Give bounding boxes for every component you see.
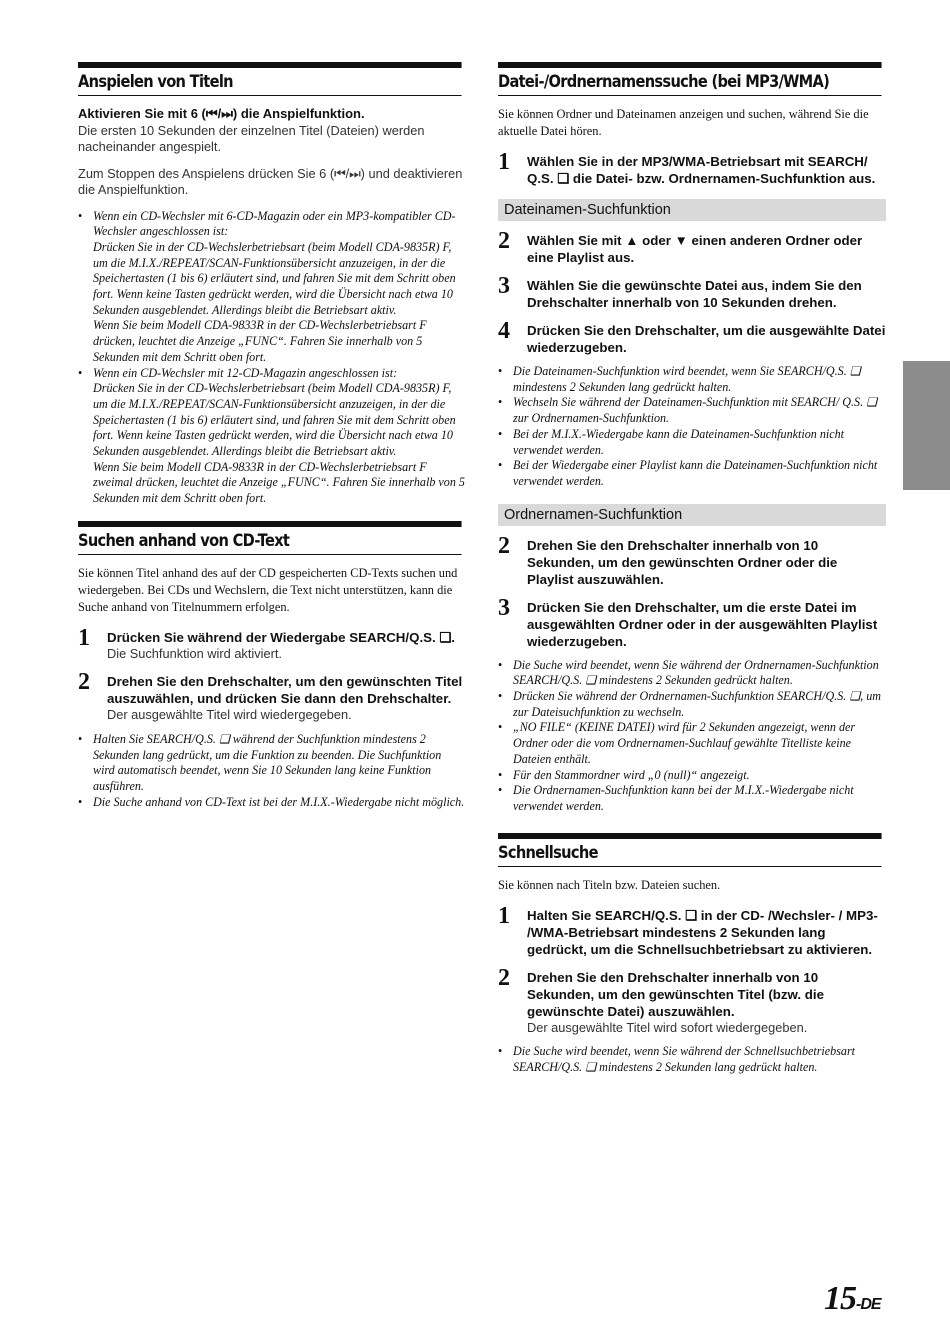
step-instruction: Drehen Sie den Drehschalter, um den gewünschten Titel auszuwählen, und drücken Sie dann den Drehschalter.	[107, 674, 463, 707]
step	[498, 319, 886, 356]
note-item: • Drücken Sie während der Ordnernamen-Suchfunktion SEARCH/Q.S. ❏, um zur Dateisuchfunktion zu wechseln.	[498, 689, 886, 720]
step	[498, 150, 886, 187]
note-item: • Die Ordnernamen-Suchfunktion kann bei der M.I.X.-Wiedergabe nicht verwendet werden.	[498, 783, 886, 814]
note-item: • Wenn ein CD-Wechsler mit 6-CD-Magazin oder ein MP3-kompatibler CD-Wechsler angeschlossen ist: Drücken Sie in der CD-Wechslerbetriebsart (beim Modell CDA-9835R) F, um die M.I.X./REPEAT/SCAN-Funktionsübersicht anzuzeigen, in der die Speichertasten (1 bis 6) erläutert sind, und fahren Sie mit dem Schritt oben fort. Wenn keine Tasten gedrückt werden, wird die Übersicht nach etwa 10 Sekunden ausgeblendet. Allerdings bleibt die Betriebsart aktiv. Wenn Sie beim Modell CDA-9833R in der CD-Wechslerbetriebsart F drücken, leuchtet die Anzeige „FUNC“. Fahren Sie innerhalb von 5 Sekunden mit dem Schritt oben fort.	[78, 209, 466, 366]
note-item: • Wenn ein CD-Wechsler mit 12-CD-Magazin angeschlossen ist: Drücken Sie in der CD-Wechslerbetriebsart (beim Modell CDA-9835R) F, um die M.I.X./REPEAT/SCAN-Funktionsübersicht anzuzeigen, in der die Speichertasten (1 bis 6) erläutert sind, und fahren Sie mit dem Schritt oben fort. Wenn keine Tasten gedrückt werden, wird die Übersicht nach etwa 10 Sekunden ausgeblendet. Allerdings bleibt die Betriebsart aktiv. Wenn Sie beim Modell CDA-9833R in der CD-Wechslerbetriebsart F zweimal drücken, leuchtet die Anzeige „FUNC“. Fahren Sie innerhalb von 5 Sekunden mit dem Schritt oben fort.	[78, 366, 466, 507]
step-result: Die Suchfunktion wird aktiviert.	[107, 645, 282, 661]
notes-list	[78, 732, 466, 811]
right-column	[498, 62, 886, 1076]
step-instruction: Halten Sie SEARCH/Q.S. ❏ in der CD- /Wechsler- / MP3- /WMA-Betriebsart mindestens 2 Sekunden lang gedrückt, um die Schnellsuchbetriebsart zu aktivieren.	[527, 907, 878, 957]
stop-instruction: Zum Stoppen des Anspielens drücken Sie 6 (⏮/⏭) und deaktivieren die Anspielfunktion.	[78, 165, 463, 197]
notes-list	[498, 1044, 886, 1075]
step-instruction: Wählen Sie mit ▲ oder ▼ einen anderen Ordner oder eine Playlist aus.	[527, 233, 863, 265]
step	[498, 966, 886, 1037]
step-number: 1	[78, 624, 90, 651]
note-item: • Wechseln Sie während der Dateinamen-Suchfunktion mit SEARCH/ Q.S. ❏ zur Ordnernamen-Suchfunktion.	[498, 395, 886, 426]
notes-list	[498, 364, 886, 490]
step-number: 2	[498, 964, 510, 991]
section-intro: Sie können Titel anhand des auf der CD gespeicherten CD-Texts suchen und wiedergeben. Bei CDs und Wechslern, die Text nicht unterstützen, kann die Suche anhand von Titelnummern erfolgen.	[78, 565, 458, 614]
step	[78, 626, 466, 663]
page-number-value: 15	[824, 1280, 856, 1317]
subsection-heading-ordnernamen: Ordnernamen-Suchfunktion	[498, 504, 886, 526]
notes-list	[78, 209, 466, 507]
step	[498, 274, 886, 311]
page-number-suffix: -DE	[856, 1296, 881, 1313]
step-number: 2	[78, 669, 90, 696]
chapter-tab-marker	[903, 361, 950, 490]
step	[498, 596, 886, 650]
step-number: 4	[498, 318, 510, 344]
subsection-heading-dateinamen: Dateinamen-Suchfunktion	[498, 199, 886, 221]
step-instruction: Drehen Sie den Drehschalter innerhalb von 10 Sekunden, um den gewünschten Titel (bzw. die gewünschte Datei) auszuwählen.	[527, 969, 824, 1019]
step-instruction: Wählen Sie die gewünschte Datei aus, indem Sie den Drehschalter innerhalb von 10 Sekunden drehen.	[527, 278, 862, 310]
note-item: • Die Suche wird beendet, wenn Sie während der Ordnernamen-Suchfunktion SEARCH/Q.S. ❏ mindestens 2 Sekunden gedrückt halten.	[498, 658, 886, 689]
step-number: 2	[498, 228, 510, 254]
left-column	[78, 62, 466, 810]
note-item: • Bei der Wiedergabe einer Playlist kann die Dateinamen-Suchfunktion nicht verwendet werden.	[498, 458, 886, 489]
step	[498, 534, 886, 588]
step	[498, 904, 886, 958]
step-instruction: Drücken Sie den Drehschalter, um die erste Datei im ausgewählten Ordner oder in der ausgewählten Playlist wiederzugeben.	[527, 599, 878, 649]
note-item: • Die Dateinamen-Suchfunktion wird beendet, wenn Sie SEARCH/Q.S. ❏ mindestens 2 Sekunden lang gedrückt halten.	[498, 364, 886, 395]
step-instruction: Drehen Sie den Drehschalter innerhalb von 10 Sekunden, um den gewünschten Ordner oder die Playlist auszuwählen.	[527, 537, 838, 587]
step-number: 2	[498, 532, 510, 559]
lead-instruction: Aktivieren Sie mit 6 (⏮/⏭) die Anspielfunktion.	[78, 106, 365, 121]
section-intro: Sie können Ordner und Dateinamen anzeigen und suchen, während Sie die aktuelle Datei hören.	[498, 107, 869, 138]
section-title-anspielen: Anspielen von Titeln	[78, 62, 462, 96]
step-result: Der ausgewählte Titel wird sofort wiedergegeben.	[527, 1019, 808, 1035]
step-result: Der ausgewählte Titel wird wiedergegeben.	[107, 707, 352, 723]
step-instruction: Wählen Sie in der MP3/WMA-Betriebsart mit SEARCH/ Q.S. ❏ die Datei- bzw. Ordnernamen-Suchfunktion aus.	[527, 154, 876, 186]
step-instruction: Drücken Sie während der Wiedergabe SEARCH/Q.S. ❏.	[107, 629, 456, 645]
step-number: 1	[498, 902, 510, 929]
section-intro: Sie können nach Titeln bzw. Dateien suchen.	[498, 877, 721, 892]
note-item: • Bei der M.I.X.-Wiedergabe kann die Dateinamen-Suchfunktion nicht verwendet werden.	[498, 427, 886, 458]
step	[78, 670, 466, 724]
step-number: 1	[498, 149, 510, 175]
step-instruction: Drücken Sie den Drehschalter, um die ausgewählte Datei wiederzugeben.	[527, 323, 886, 355]
step	[498, 229, 886, 266]
step-number: 3	[498, 273, 510, 299]
note-item: • Die Suche anhand von CD-Text ist bei der M.I.X.-Wiedergabe nicht möglich.	[78, 795, 466, 811]
lead-text: Die ersten 10 Sekunden der einzelnen Titel (Dateien) werden nacheinander angespielt.	[78, 122, 425, 154]
note-item: • Für den Stammordner wird „0 (null)“ angezeigt.	[498, 768, 886, 784]
section-title-schnellsuche: Schnellsuche	[498, 833, 882, 867]
note-item: • Die Suche wird beendet, wenn Sie während der Schnellsuchbetriebsart SEARCH/Q.S. ❏ mindestens 2 Sekunden lang gedrückt halten.	[498, 1044, 886, 1075]
notes-list	[498, 658, 886, 815]
section-title-datei-ordner: Datei-/Ordnernamenssuche (bei MP3/WMA)	[498, 62, 882, 96]
step-number: 3	[498, 594, 510, 621]
note-item: • Halten Sie SEARCH/Q.S. ❏ während der Suchfunktion mindestens 2 Sekunden lang gedrückt, um die Funktion zu beenden. Die Suchfunktion wird automatisch beendet, wenn Sie 10 Sekunden lang keine Funktion ausführen.	[78, 732, 466, 795]
page-number	[824, 1280, 881, 1318]
section-title-cd-text: Suchen anhand von CD-Text	[78, 521, 462, 555]
note-item: • „NO FILE“ (KEINE DATEI) wird für 2 Sekunden angezeigt, wenn der Ordner oder die vom Ordnernamen-Suchlauf gewählte Titelliste keine Dateien enthält.	[498, 720, 886, 767]
